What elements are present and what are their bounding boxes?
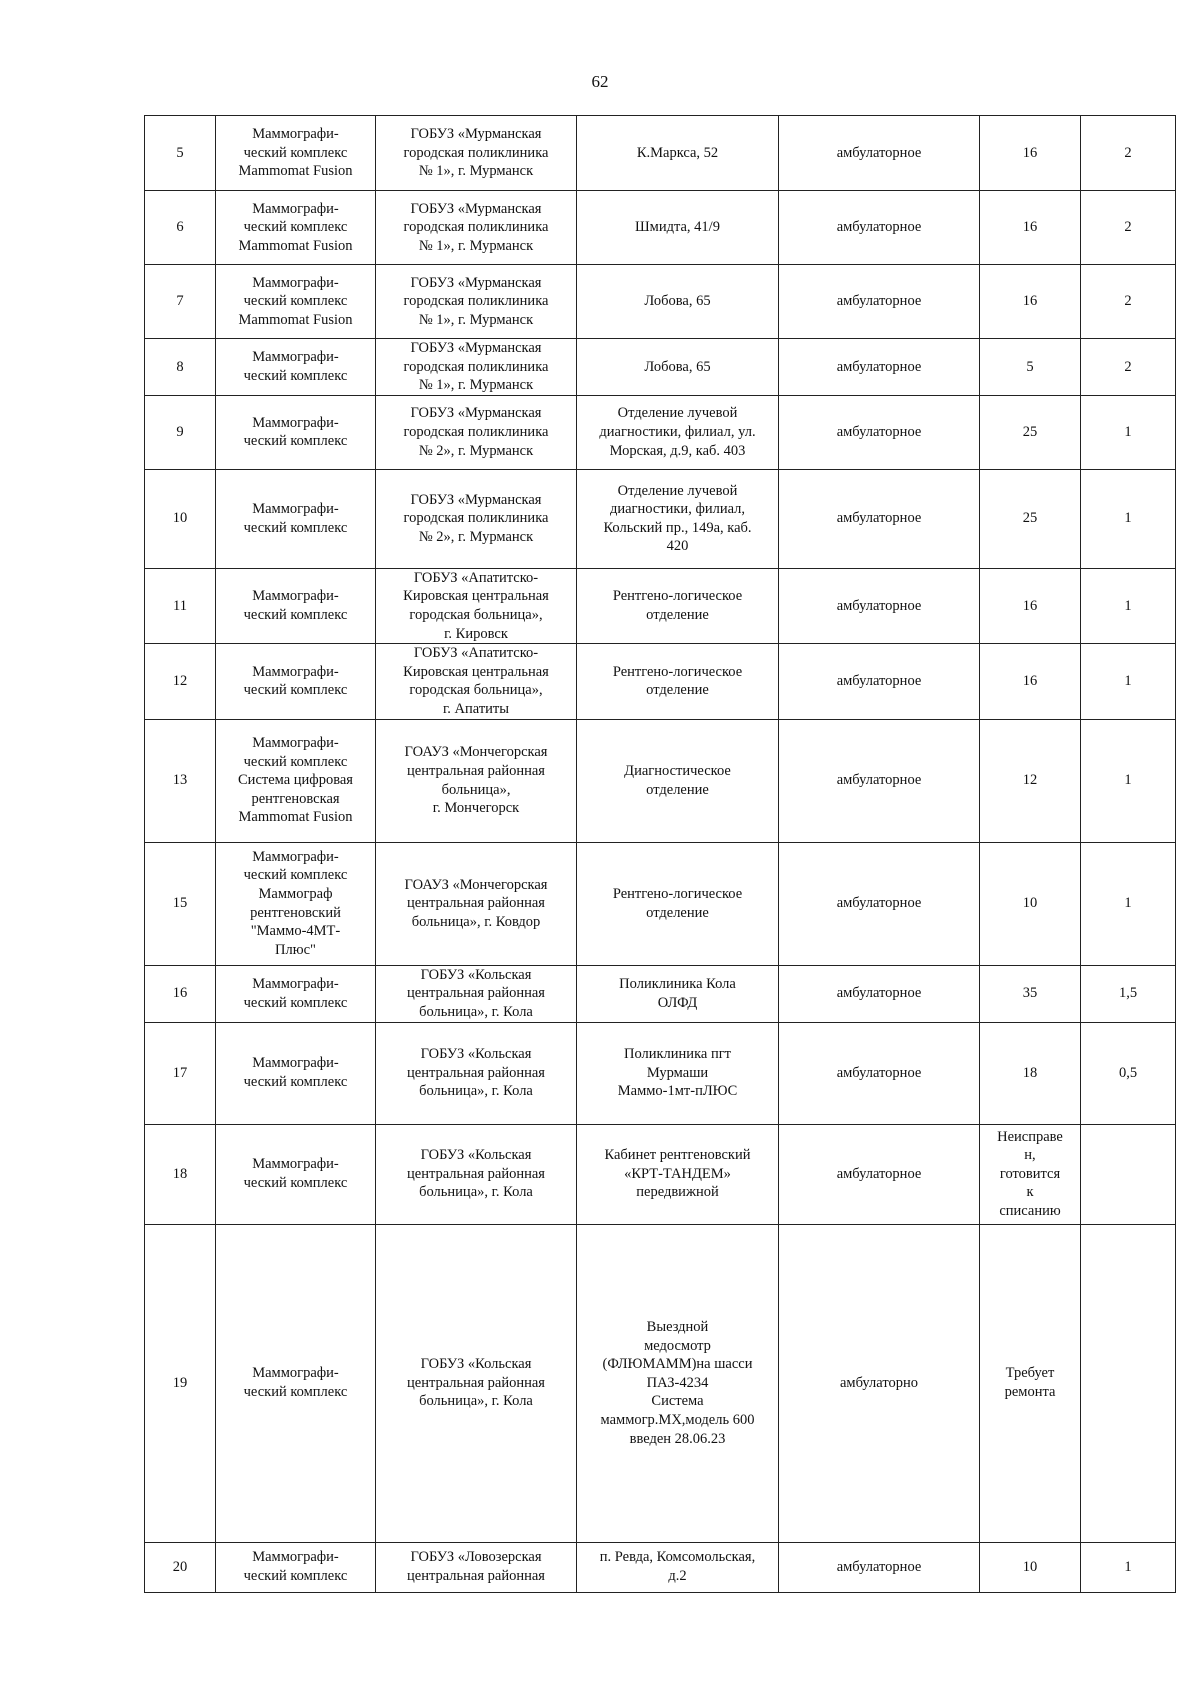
cell-institution: ГОАУЗ «Мончегорская центральная районная больница», г. Мончегорск xyxy=(376,719,577,842)
cell-value-2: 2 xyxy=(1081,116,1176,191)
table-row xyxy=(145,719,1176,842)
cell-number: 7 xyxy=(145,265,216,339)
cell-number: 16 xyxy=(145,965,216,1022)
cell-value-1: 16 xyxy=(980,644,1081,719)
cell-address: Рентгено-логическое отделение xyxy=(577,842,779,965)
table-row xyxy=(145,644,1176,719)
cell-service-type: амбулаторное xyxy=(779,842,980,965)
cell-value-1: 10 xyxy=(980,842,1081,965)
cell-number: 17 xyxy=(145,1022,216,1124)
cell-institution: ГОАУЗ «Мончегорская центральная районная больница», г. Ковдор xyxy=(376,842,577,965)
cell-value-1: 5 xyxy=(980,339,1081,396)
cell-value-2 xyxy=(1081,1124,1176,1224)
cell-institution: ГОБУЗ «Мурманская городская поликлиника № 1», г. Мурманск xyxy=(376,116,577,191)
table-row xyxy=(145,469,1176,568)
cell-value-1: 12 xyxy=(980,719,1081,842)
cell-equipment: Маммографи- ческий комплекс Mammomat Fusion xyxy=(216,191,376,265)
cell-institution: ГОБУЗ «Апатитско- Кировская центральная городская больница», г. Апатиты xyxy=(376,644,577,719)
cell-value-2: 1 xyxy=(1081,568,1176,643)
cell-address: Отделение лучевой диагностики, филиал, Кольский пр., 149а, каб. 420 xyxy=(577,469,779,568)
table-row xyxy=(145,191,1176,265)
cell-value-1: Требует ремонта xyxy=(980,1224,1081,1542)
cell-number: 10 xyxy=(145,469,216,568)
cell-address: Поликлиника Кола ОЛФД xyxy=(577,965,779,1022)
cell-institution: ГОБУЗ «Мурманская городская поликлиника № 2», г. Мурманск xyxy=(376,469,577,568)
cell-value-1: 10 xyxy=(980,1542,1081,1592)
cell-service-type: амбулаторное xyxy=(779,1124,980,1224)
cell-number: 9 xyxy=(145,395,216,469)
cell-value-1: Неисправе н, готовится к списанию xyxy=(980,1124,1081,1224)
cell-institution: ГОБУЗ «Кольская центральная районная больница», г. Кола xyxy=(376,1224,577,1542)
cell-address: Кабинет рентгеновский «КРТ-ТАНДЕМ» передвижной xyxy=(577,1124,779,1224)
table-row xyxy=(145,1022,1176,1124)
table-row xyxy=(145,842,1176,965)
equipment-table xyxy=(144,115,1176,1593)
cell-address: Диагностическое отделение xyxy=(577,719,779,842)
cell-address: Лобова, 65 xyxy=(577,339,779,396)
cell-equipment: Маммографи- ческий комплекс Mammomat Fusion xyxy=(216,265,376,339)
cell-number: 6 xyxy=(145,191,216,265)
cell-equipment: Маммографи- ческий комплекс xyxy=(216,395,376,469)
cell-value-1: 18 xyxy=(980,1022,1081,1124)
cell-value-2: 1 xyxy=(1081,395,1176,469)
cell-value-1: 25 xyxy=(980,469,1081,568)
cell-service-type: амбулаторное xyxy=(779,116,980,191)
cell-address: Выездной медосмотр (ФЛЮМАММ)на шасси ПАЗ-4234 Система маммогр.МХ,модель 600 введен 28.06.23 xyxy=(577,1224,779,1542)
cell-equipment: Маммографи- ческий комплекс xyxy=(216,644,376,719)
cell-value-2: 2 xyxy=(1081,191,1176,265)
cell-institution: ГОБУЗ «Мурманская городская поликлиника № 2», г. Мурманск xyxy=(376,395,577,469)
cell-institution: ГОБУЗ «Ловозерская центральная районная xyxy=(376,1542,577,1592)
cell-value-2: 1 xyxy=(1081,644,1176,719)
cell-service-type: амбулаторное xyxy=(779,568,980,643)
cell-address: Отделение лучевой диагностики, филиал, ул. Морская, д.9, каб. 403 xyxy=(577,395,779,469)
cell-institution: ГОБУЗ «Мурманская городская поликлиника № 1», г. Мурманск xyxy=(376,339,577,396)
table-row xyxy=(145,339,1176,396)
cell-address: Рентгено-логическое отделение xyxy=(577,644,779,719)
cell-address: Лобова, 65 xyxy=(577,265,779,339)
cell-service-type: амбулаторное xyxy=(779,719,980,842)
page-number: 62 xyxy=(591,72,609,91)
cell-service-type: амбулаторное xyxy=(779,965,980,1022)
cell-value-2: 1,5 xyxy=(1081,965,1176,1022)
cell-service-type: амбулаторное xyxy=(779,191,980,265)
cell-service-type: амбулаторное xyxy=(779,395,980,469)
cell-equipment: Маммографи- ческий комплекс xyxy=(216,339,376,396)
cell-institution: ГОБУЗ «Кольская центральная районная больница», г. Кола xyxy=(376,1124,577,1224)
cell-service-type: амбулаторно xyxy=(779,1224,980,1542)
cell-value-2: 2 xyxy=(1081,339,1176,396)
cell-number: 19 xyxy=(145,1224,216,1542)
cell-institution: ГОБУЗ «Кольская центральная районная больница», г. Кола xyxy=(376,965,577,1022)
cell-number: 13 xyxy=(145,719,216,842)
cell-equipment: Маммографи- ческий комплекс Маммограф рентгеновский "Маммо-4МТ- Плюс" xyxy=(216,842,376,965)
cell-value-2: 1 xyxy=(1081,469,1176,568)
cell-value-1: 16 xyxy=(980,568,1081,643)
cell-equipment: Маммографи- ческий комплекс xyxy=(216,1124,376,1224)
cell-institution: ГОБУЗ «Мурманская городская поликлиника № 1», г. Мурманск xyxy=(376,191,577,265)
cell-value-2: 1 xyxy=(1081,1542,1176,1592)
table-row xyxy=(145,395,1176,469)
cell-institution: ГОБУЗ «Апатитско- Кировская центральная городская больница», г. Кировск xyxy=(376,568,577,643)
cell-number: 5 xyxy=(145,116,216,191)
cell-service-type: амбулаторное xyxy=(779,469,980,568)
cell-value-1: 16 xyxy=(980,116,1081,191)
cell-value-2: 1 xyxy=(1081,719,1176,842)
cell-number: 11 xyxy=(145,568,216,643)
cell-value-1: 25 xyxy=(980,395,1081,469)
cell-service-type: амбулаторное xyxy=(779,644,980,719)
cell-equipment: Маммографи- ческий комплекс Система цифровая рентгеновская Mammomat Fusion xyxy=(216,719,376,842)
cell-institution: ГОБУЗ «Мурманская городская поликлиника № 1», г. Мурманск xyxy=(376,265,577,339)
table-row xyxy=(145,265,1176,339)
cell-value-2: 2 xyxy=(1081,265,1176,339)
cell-number: 8 xyxy=(145,339,216,396)
cell-value-1: 16 xyxy=(980,191,1081,265)
cell-address: Рентгено-логическое отделение xyxy=(577,568,779,643)
cell-address: Поликлиника пгт Мурмаши Маммо-1мт-пЛЮС xyxy=(577,1022,779,1124)
cell-equipment: Маммографи- ческий комплекс xyxy=(216,1224,376,1542)
table-row xyxy=(145,1224,1176,1542)
cell-value-2: 0,5 xyxy=(1081,1022,1176,1124)
cell-number: 12 xyxy=(145,644,216,719)
table-row xyxy=(145,965,1176,1022)
cell-address: п. Ревда, Комсомольская, д.2 xyxy=(577,1542,779,1592)
cell-value-1: 16 xyxy=(980,265,1081,339)
cell-address: К.Маркса, 52 xyxy=(577,116,779,191)
table-row xyxy=(145,1124,1176,1224)
cell-value-1: 35 xyxy=(980,965,1081,1022)
cell-equipment: Маммографи- ческий комплекс xyxy=(216,1542,376,1592)
cell-institution: ГОБУЗ «Кольская центральная районная больница», г. Кола xyxy=(376,1022,577,1124)
cell-equipment: Маммографи- ческий комплекс xyxy=(216,965,376,1022)
cell-equipment: Маммографи- ческий комплекс xyxy=(216,469,376,568)
cell-service-type: амбулаторное xyxy=(779,1542,980,1592)
cell-value-2 xyxy=(1081,1224,1176,1542)
table-row xyxy=(145,1542,1176,1592)
cell-equipment: Маммографи- ческий комплекс xyxy=(216,568,376,643)
cell-number: 20 xyxy=(145,1542,216,1592)
cell-service-type: амбулаторное xyxy=(779,339,980,396)
cell-number: 15 xyxy=(145,842,216,965)
cell-number: 18 xyxy=(145,1124,216,1224)
cell-address: Шмидта, 41/9 xyxy=(577,191,779,265)
cell-service-type: амбулаторное xyxy=(779,1022,980,1124)
table-row xyxy=(145,568,1176,643)
cell-service-type: амбулаторное xyxy=(779,265,980,339)
cell-equipment: Маммографи- ческий комплекс xyxy=(216,1022,376,1124)
table-row xyxy=(145,116,1176,191)
cell-value-2: 1 xyxy=(1081,842,1176,965)
cell-equipment: Маммографи- ческий комплекс Mammomat Fusion xyxy=(216,116,376,191)
